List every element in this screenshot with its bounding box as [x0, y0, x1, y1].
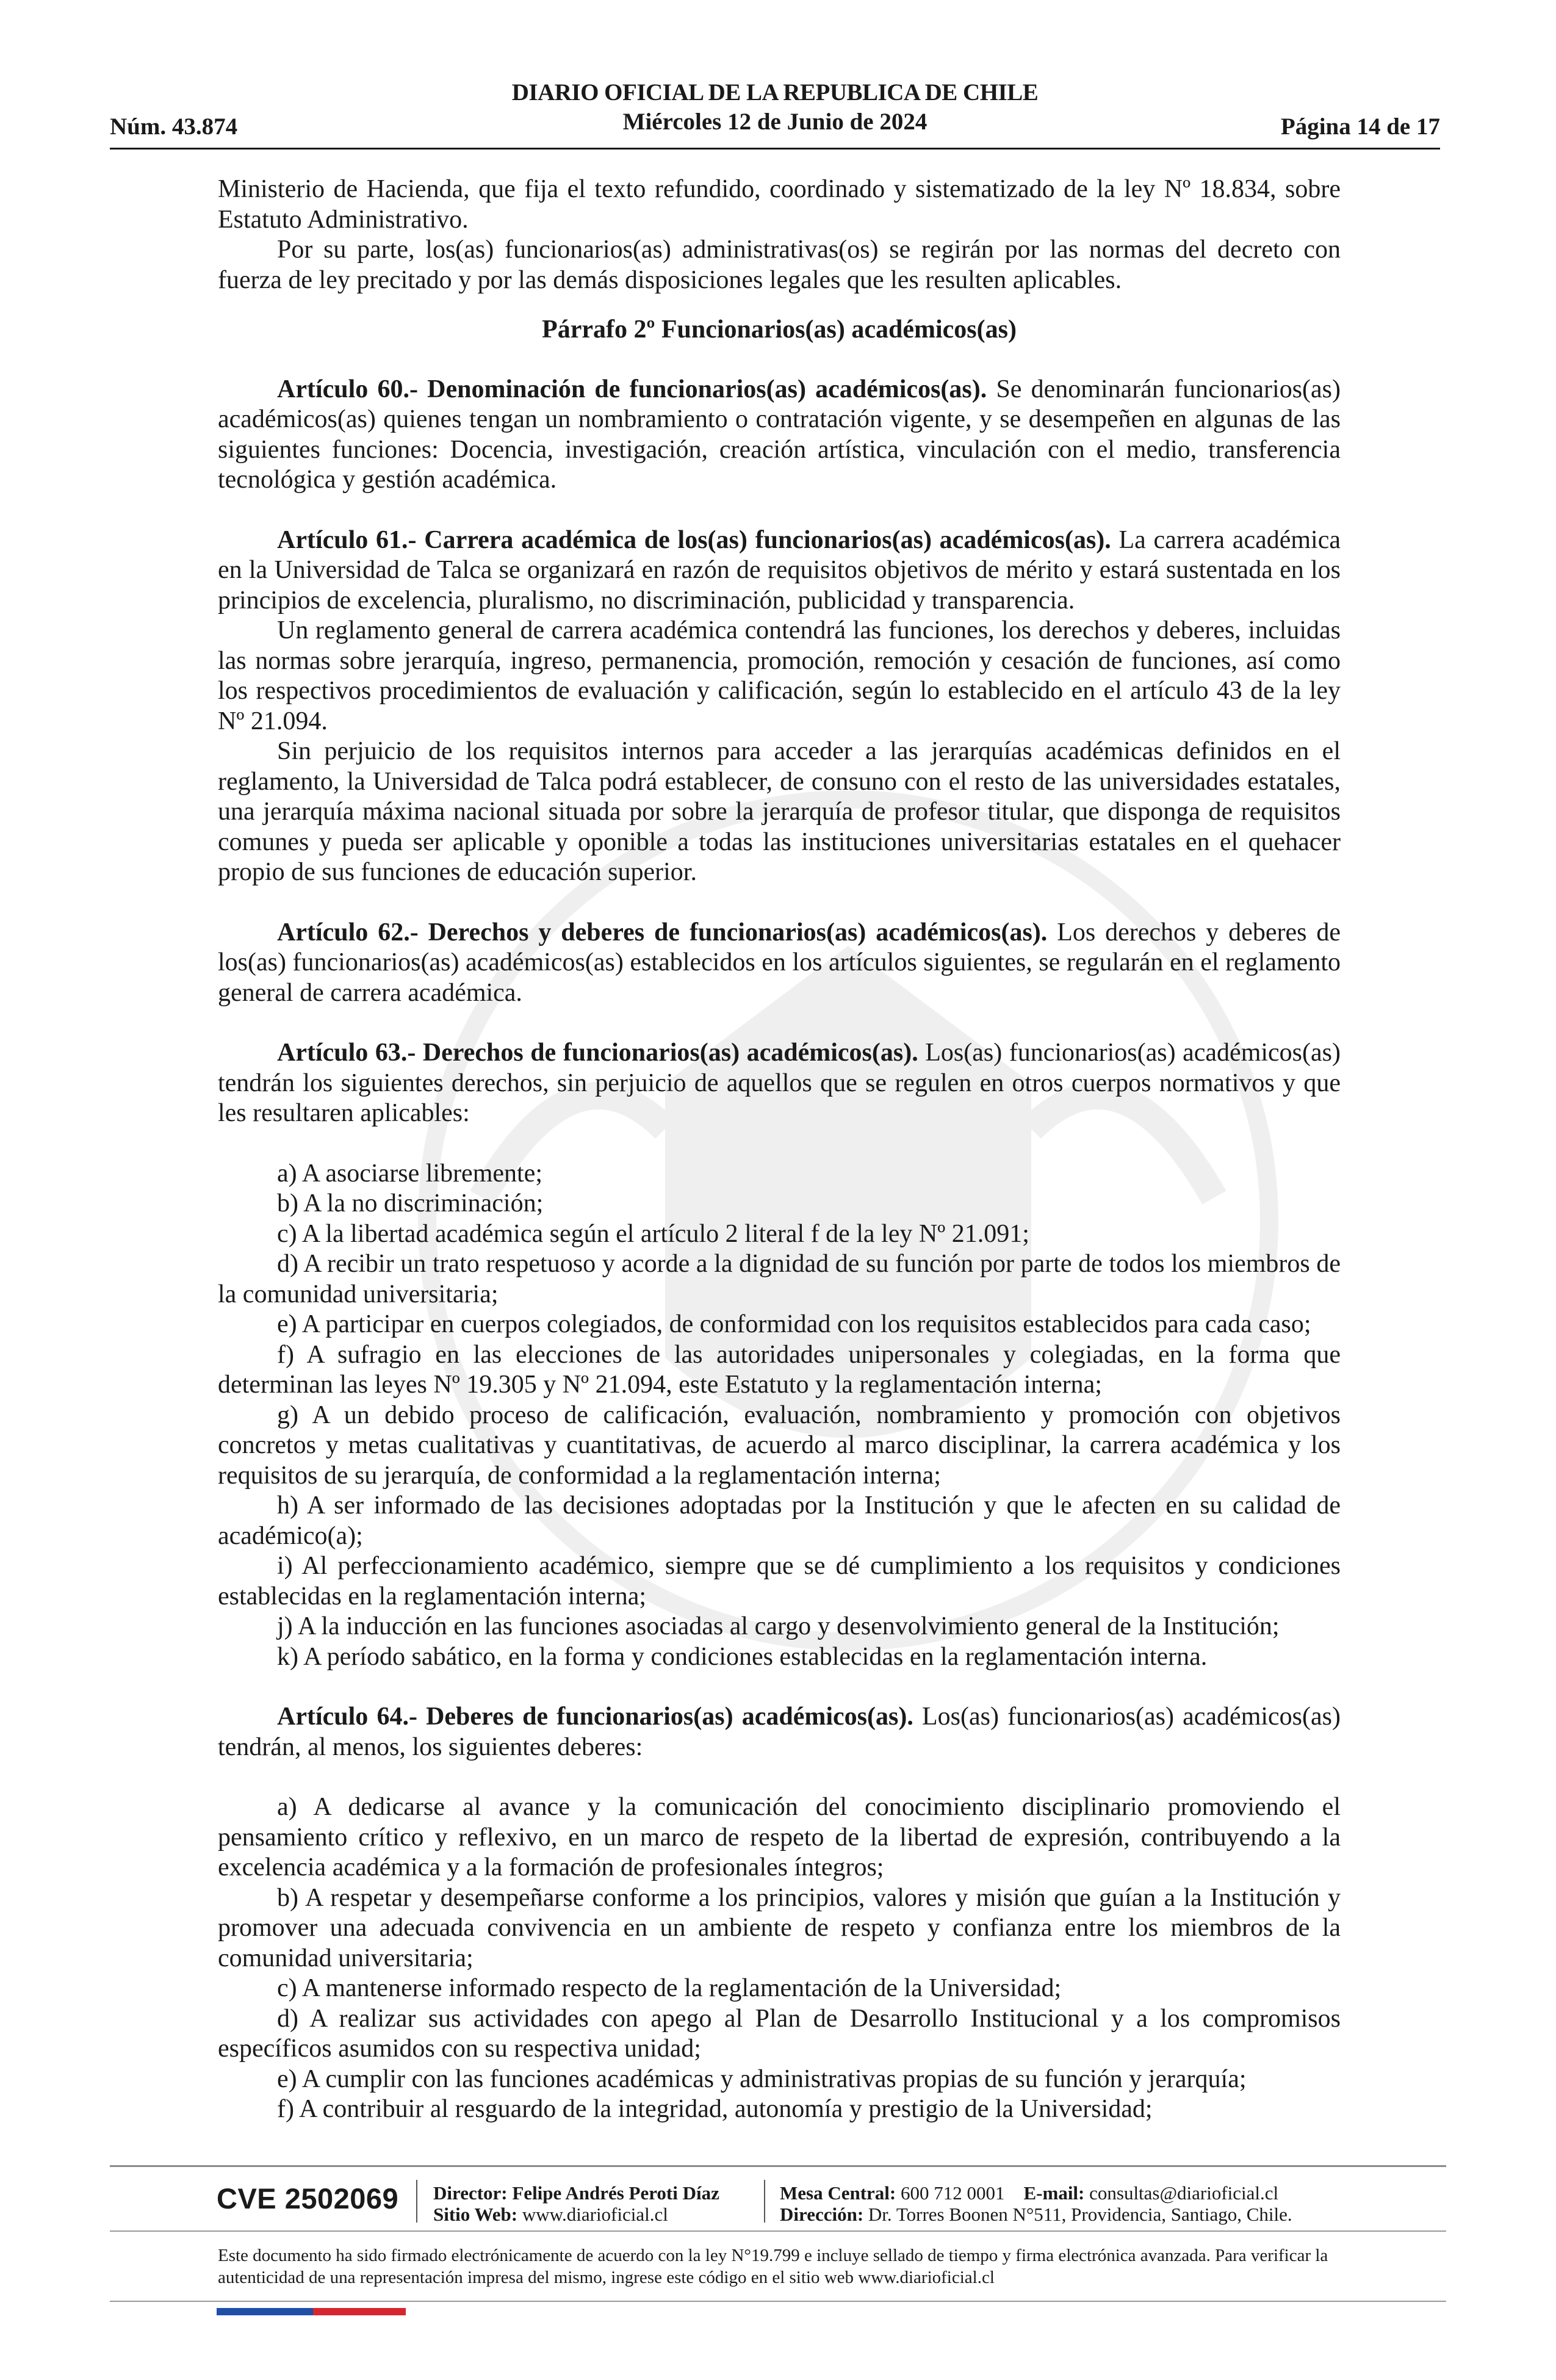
- list-item: e) A cumplir con las funciones académicas y administrativas propias de su función y jerarquía;: [277, 2064, 1247, 2093]
- footer-director-block: [433, 2182, 719, 2225]
- header-center: [110, 78, 1440, 137]
- article-61: [218, 525, 1341, 616]
- duties-list: [218, 1792, 1341, 2125]
- article-title: Artículo 61.- Carrera académica de los(as) funcionarios(as) académicos(as).: [277, 525, 1111, 554]
- publication-date: Miércoles 12 de Junio de 2024: [622, 109, 927, 135]
- article-text: Se denominarán funcionarios(as) académicos(as) quienes tengan un nombramiento o contratación vigente, y se desempeñen en algunas de las siguientes funciones: Docencia, investigación, creación artística, vinculación con el medio, transferencia tecnológica y gestión académica.: [218, 375, 1341, 494]
- paragraph: Ministerio de Hacienda, que fija el texto refundido, coordinado y sistematizado de la ley Nº 18.834, sobre Estatuto Administrativo.: [218, 175, 1341, 234]
- list-item: e) A participar en cuerpos colegiados, de conformidad con los requisitos establecidos para cada caso;: [277, 1310, 1311, 1338]
- footer-divider: [110, 2301, 1446, 2302]
- footer-separator: [764, 2180, 765, 2223]
- publication-title: DIARIO OFICIAL DE LA REPUBLICA DE CHILE: [511, 79, 1039, 106]
- paragraph: Sin perjuicio de los requisitos internos para acceder a las jerarquías académicas definidos en el reglamento, la Universidad de Talca podrá establecer, de consuno con el resto de las universidades estatales, una jerarquía máxima nacional situada por sobre la jerarquía de profesor titular, que disponga de requisitos comunes y pueda ser aplicable y oponible a todas las instituciones universitarias estatales en el quehacer propio de sus funciones de educación superior.: [218, 737, 1341, 886]
- flag-stripe-blue: [217, 2308, 313, 2315]
- list-item: g) A un debido proceso de calificación, evaluación, nombramiento y promoción con objetivos concretos y metas cualitativas y cuantitativas, de acuerdo al marco disciplinar, la carrera académica y los requisitos de su jerarquía, de conformidad a la reglamentación interna;: [218, 1401, 1341, 1490]
- list-item: a) A dedicarse al avance y la comunicación del conocimiento disciplinario promoviendo el pensamiento crítico y reflexivo, en un marco de respeto de la libertad de expresión, contribuyendo a la excelencia académica y a la formación de profesionales íntegros;: [218, 1793, 1341, 1881]
- footer-contact-block: [780, 2182, 1292, 2225]
- list-item: i) Al perfeccionamiento académico, siempre que se dé cumplimiento a los requisitos y condiciones establecidas en la reglamentación interna;: [218, 1552, 1341, 1610]
- article-text: La carrera académica en la Universidad de Talca se organizará en razón de requisitos objetivos de mérito y estará sustentada en los principios de excelencia, pluralismo, no discriminación, publicidad y transparencia.: [218, 525, 1341, 615]
- list-item: d) A realizar sus actividades con apego al Plan de Desarrollo Institucional y a los compromisos específicos asumidos con su respectiva unidad;: [218, 2004, 1341, 2063]
- footer-separator: [416, 2180, 417, 2223]
- article-title: Artículo 63.- Derechos de funcionarios(as) académicos(as).: [277, 1039, 918, 1067]
- footer-divider: [110, 2165, 1446, 2167]
- phone-number: 600 712 0001: [901, 2182, 1005, 2204]
- paragraph: Un reglamento general de carrera académica contendrá las funciones, los derechos y deberes, incluidas las normas sobre jerarquía, ingreso, permanencia, promoción, remoción y cesación de funciones, así como los respectivos procedimientos de evaluación y calificación, según lo establecido en el artículo 43 de la ley Nº 21.094.: [218, 616, 1341, 735]
- email-link[interactable]: consultas@diarioficial.cl: [1089, 2182, 1279, 2204]
- legal-notice: Este documento ha sido firmado electrónicamente de acuerdo con la ley N°19.799 e incluye sellado de tiempo y firma electrónica avanzada. Para verificar la autenticidad de una representación impresa del mismo, ingrese este código en el sitio web www.diarioficial.cl: [218, 2246, 1328, 2287]
- article-60: [218, 375, 1341, 496]
- phone-label: Mesa Central:: [780, 2182, 896, 2204]
- rights-list: [218, 1159, 1341, 1673]
- paragraph: Por su parte, los(as) funcionarios(as) administrativas(os) se regirán por las normas del decreto con fuerza de ley precitado y por las demás disposiciones legales que les resulten aplicables.: [218, 236, 1341, 294]
- footer-divider: [110, 2230, 1446, 2232]
- article-64: [218, 1702, 1341, 1762]
- article-title: Artículo 64.- Deberes de funcionarios(as) académicos(as).: [277, 1703, 913, 1731]
- document-body: [218, 175, 1341, 2125]
- article-title: Artículo 62.- Derechos y deberes de funcionarios(as) académicos(as).: [277, 918, 1048, 947]
- issue-number: Núm. 43.874: [110, 114, 238, 140]
- list-item: b) A respetar y desempeñarse conforme a los principios, valores y misión que guían a la Institución y promover una adecuada convivencia en un ambiente de respeto y confianza entre los miembros de la comunidad universitaria;: [218, 1883, 1341, 1972]
- list-item: c) A mantenerse informado respecto de la reglamentación de la Universidad;: [277, 1974, 1062, 2002]
- address: Dr. Torres Boonen N°511, Providencia, Santiago, Chile.: [868, 2204, 1292, 2225]
- article-text: Los(as) funcionarios(as) académicos(as) tendrán, al menos, los siguientes deberes:: [218, 1703, 1341, 1761]
- cve-code: CVE 2502069: [217, 2182, 399, 2215]
- site-label: Sitio Web:: [433, 2204, 518, 2225]
- director-label: Director:: [433, 2182, 508, 2204]
- list-item: f) A sufragio en las elecciones de las autoridades unipersonales y colegiadas, en la forma que determinan las leyes Nº 19.305 y Nº 21.094, este Estatuto y la reglamentación interna;: [218, 1340, 1341, 1399]
- page-number: Página 14 de 17: [1280, 114, 1440, 140]
- section-heading: Párrafo 2º Funcionarios(as) académicos(as): [542, 316, 1017, 344]
- header-divider: [110, 148, 1440, 150]
- article-title: Artículo 60.- Denominación de funcionarios(as) académicos(as).: [277, 375, 987, 403]
- article-text: Los(as) funcionarios(as) académicos(as) tendrán los siguientes derechos, sin perjuicio de aquellos que se regulen en otros cuerpos normativos y que les resultaren aplicables:: [218, 1039, 1341, 1127]
- list-item: c) A la libertad académica según el artículo 2 literal f de la ley Nº 21.091;: [277, 1219, 1029, 1248]
- article-63: [218, 1038, 1341, 1129]
- site-link[interactable]: www.diarioficial.cl: [522, 2204, 668, 2225]
- list-item: j) A la inducción en las funciones asociadas al cargo y desenvolvimiento general de la Institución;: [277, 1612, 1280, 1640]
- list-item: d) A recibir un trato respetuoso y acorde a la dignidad de su función por parte de todos los miembros de la comunidad universitaria;: [218, 1250, 1341, 1308]
- director-name: Felipe Andrés Peroti Díaz: [512, 2182, 719, 2204]
- list-item: k) A período sabático, en la forma y condiciones establecidas en la reglamentación interna.: [277, 1642, 1208, 1671]
- email-label: E-mail:: [1023, 2182, 1085, 2204]
- list-item: h) A ser informado de las decisiones adoptadas por la Institución y que le afecten en su calidad de académico(a);: [218, 1491, 1341, 1550]
- list-item: f) A contribuir al resguardo de la integridad, autonomía y prestigio de la Universidad;: [277, 2095, 1153, 2123]
- article-text: Los derechos y deberes de los(as) funcionarios(as) académicos(as) establecidos en los artículos siguientes, se regularán en el reglamento general de carrera académica.: [218, 918, 1341, 1007]
- address-label: Dirección:: [780, 2204, 864, 2225]
- article-62: [218, 918, 1341, 1009]
- list-item: a) A asociarse libremente;: [277, 1159, 542, 1188]
- list-item: b) A la no discriminación;: [277, 1189, 544, 1217]
- flag-stripe-red: [313, 2308, 406, 2315]
- page-header: [110, 72, 1440, 145]
